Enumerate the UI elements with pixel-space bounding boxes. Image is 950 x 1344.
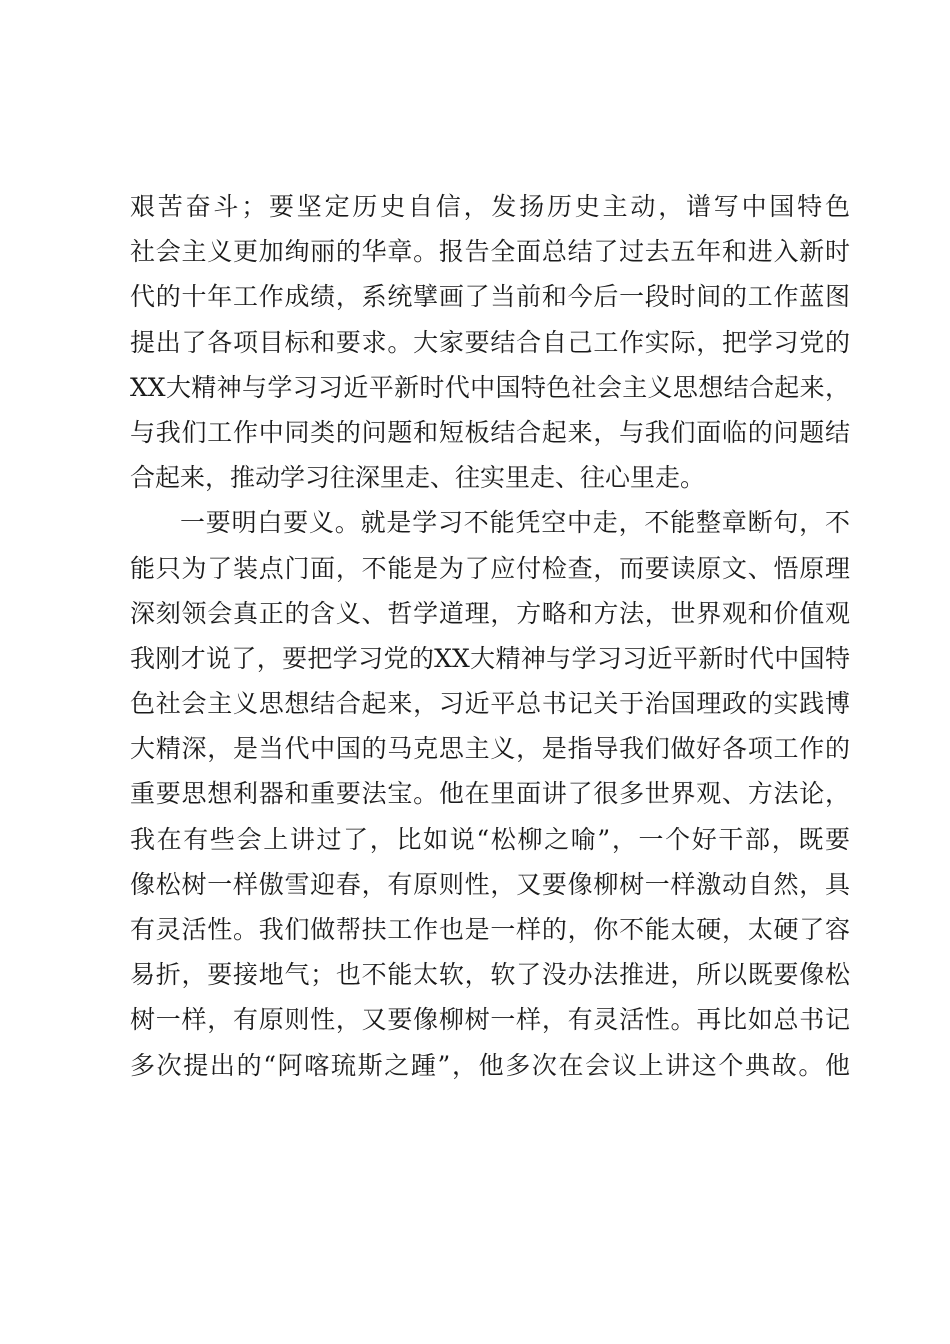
body-text [130, 184, 850, 1088]
text-line: 色社会主义思想结合起来，习近平总书记关于治国理政的实践博 [130, 689, 850, 719]
text-line: 易折，要接地气；也不能太软，软了没办法推进，所以既要像松 [130, 960, 850, 990]
text-line: 重要思想利器和重要法宝。他在里面讲了很多世界观、方法论， [130, 779, 850, 809]
text-line: 大精深，是当代中国的马克思主义，是指导我们做好各项工作的 [130, 734, 850, 764]
text-line: 多次提出的“阿喀琉斯之踵”，他多次在会议上讲这个典故。他 [130, 1050, 850, 1080]
text-line: 与我们工作中同类的问题和短板结合起来，与我们面临的问题结 [130, 417, 850, 447]
text-line: 树一样，有原则性，又要像柳树一样，有灵活性。再比如总书记 [130, 1005, 850, 1035]
text-line: 我刚才说了，要把学习党的XX大精神与学习习近平新时代中国特 [130, 643, 850, 673]
text-line: 有灵活性。我们做帮扶工作也是一样的，你不能太硬，太硬了容 [130, 915, 850, 944]
text-line: 能只为了装点门面，不能是为了应付检查，而要读原文、悟原理 [130, 553, 850, 583]
text-line: 合起来，推动学习往深里走、往实里走、往心里走。 [130, 463, 706, 493]
text-line: 我在有些会上讲过了，比如说“松柳之喻”，一个好干部，既要 [130, 824, 850, 854]
text-line: 一要明白要义。就是学习不能凭空中走，不能整章断句，不 [180, 508, 850, 538]
text-line: 社会主义更加绚丽的华章。报告全面总结了过去五年和进入新时 [130, 237, 850, 267]
text-line: 提出了各项目标和要求。大家要结合自己工作实际，把学习党的 [130, 327, 850, 357]
text-line: XX大精神与学习习近平新时代中国特色社会主义思想结合起来， [130, 372, 850, 402]
text-line: 深刻领会真正的含义、哲学道理，方略和方法，世界观和价值观 [130, 598, 850, 628]
text-line: 艰苦奋斗；要坚定历史自信，发扬历史主动，谱写中国特色 [130, 192, 850, 221]
text-line: 代的十年工作成绩，系统擘画了当前和今后一段时间的工作蓝图 [130, 282, 850, 312]
text-line: 像松树一样傲雪迎春，有原则性，又要像柳树一样激动自然，具 [130, 869, 850, 899]
